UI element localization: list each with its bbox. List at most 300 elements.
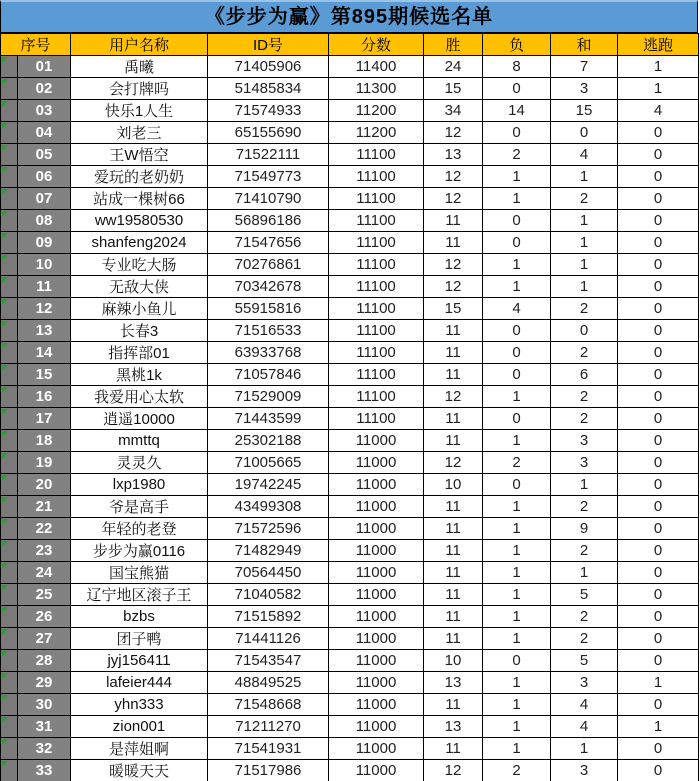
cell-draw[interactable]: 1 (551, 254, 618, 276)
cell-idx[interactable]: 06 (18, 166, 71, 188)
cell-id[interactable]: 71516533 (208, 320, 329, 342)
cell-idx[interactable]: 01 (18, 56, 71, 78)
cell-score[interactable]: 11000 (329, 540, 424, 562)
cell-score[interactable]: 11000 (329, 562, 424, 584)
cell-flee[interactable]: 0 (618, 694, 699, 716)
cell-idx[interactable]: 33 (18, 760, 71, 781)
cell-win[interactable]: 11 (424, 496, 483, 518)
cell-id[interactable]: 48849525 (208, 672, 329, 694)
cell-win[interactable]: 11 (424, 408, 483, 430)
cell-idx[interactable]: 20 (18, 474, 71, 496)
column-header-7[interactable]: 逃跑 (618, 34, 699, 56)
cell-win[interactable]: 10 (424, 474, 483, 496)
cell-score[interactable]: 11000 (329, 716, 424, 738)
cell-draw[interactable]: 3 (551, 760, 618, 781)
cell-loss[interactable]: 1 (483, 606, 551, 628)
cell-draw[interactable]: 9 (551, 518, 618, 540)
cell-draw[interactable]: 5 (551, 650, 618, 672)
row-marker-cell[interactable] (1, 584, 18, 606)
cell-flee[interactable]: 0 (618, 650, 699, 672)
cell-flee[interactable]: 0 (618, 562, 699, 584)
cell-id[interactable]: 71515892 (208, 606, 329, 628)
cell-idx[interactable]: 28 (18, 650, 71, 672)
cell-name[interactable]: 暖暖天天 (71, 760, 208, 781)
cell-id[interactable]: 71529009 (208, 386, 329, 408)
cell-name[interactable]: ww19580530 (71, 210, 208, 232)
cell-draw[interactable]: 1 (551, 562, 618, 584)
cell-flee[interactable]: 1 (618, 78, 699, 100)
cell-draw[interactable]: 2 (551, 386, 618, 408)
row-marker-cell[interactable] (1, 738, 18, 760)
row-marker-cell[interactable] (1, 606, 18, 628)
cell-id[interactable]: 71543547 (208, 650, 329, 672)
cell-win[interactable]: 11 (424, 562, 483, 584)
cell-loss[interactable]: 1 (483, 584, 551, 606)
cell-win[interactable]: 13 (424, 716, 483, 738)
row-marker-cell[interactable] (1, 496, 18, 518)
column-header-4[interactable]: 胜 (424, 34, 483, 56)
cell-score[interactable]: 11100 (329, 232, 424, 254)
cell-flee[interactable]: 0 (618, 518, 699, 540)
cell-flee[interactable]: 0 (618, 496, 699, 518)
row-marker-cell[interactable] (1, 232, 18, 254)
cell-score[interactable]: 11000 (329, 760, 424, 781)
cell-win[interactable]: 11 (424, 232, 483, 254)
cell-name[interactable]: jyj156411 (71, 650, 208, 672)
cell-flee[interactable]: 0 (618, 408, 699, 430)
cell-id[interactable]: 71057846 (208, 364, 329, 386)
cell-win[interactable]: 10 (424, 650, 483, 672)
cell-win[interactable]: 12 (424, 276, 483, 298)
cell-idx[interactable]: 08 (18, 210, 71, 232)
cell-idx[interactable]: 30 (18, 694, 71, 716)
cell-id[interactable]: 71574933 (208, 100, 329, 122)
cell-idx[interactable]: 31 (18, 716, 71, 738)
cell-loss[interactable]: 0 (483, 78, 551, 100)
row-marker-cell[interactable] (1, 56, 18, 78)
cell-win[interactable]: 11 (424, 518, 483, 540)
cell-loss[interactable]: 1 (483, 694, 551, 716)
cell-score[interactable]: 11000 (329, 628, 424, 650)
cell-loss[interactable]: 8 (483, 56, 551, 78)
cell-draw[interactable]: 2 (551, 188, 618, 210)
cell-score[interactable]: 11100 (329, 298, 424, 320)
cell-idx[interactable]: 19 (18, 452, 71, 474)
row-marker-cell[interactable] (1, 386, 18, 408)
row-marker-cell[interactable] (1, 672, 18, 694)
cell-draw[interactable]: 1 (551, 232, 618, 254)
cell-idx[interactable]: 22 (18, 518, 71, 540)
cell-idx[interactable]: 25 (18, 584, 71, 606)
cell-score[interactable]: 11000 (329, 650, 424, 672)
cell-loss[interactable]: 0 (483, 408, 551, 430)
cell-name[interactable]: 爱玩的老奶奶 (71, 166, 208, 188)
row-marker-cell[interactable] (1, 144, 18, 166)
cell-name[interactable]: 指挥部01 (71, 342, 208, 364)
cell-draw[interactable]: 1 (551, 474, 618, 496)
column-header-2[interactable]: ID号 (208, 34, 329, 56)
cell-name[interactable]: lafeier444 (71, 672, 208, 694)
cell-score[interactable]: 11100 (329, 408, 424, 430)
cell-win[interactable]: 12 (424, 166, 483, 188)
row-marker-cell[interactable] (1, 78, 18, 100)
cell-idx[interactable]: 27 (18, 628, 71, 650)
cell-loss[interactable]: 1 (483, 716, 551, 738)
cell-draw[interactable]: 2 (551, 606, 618, 628)
row-marker-cell[interactable] (1, 760, 18, 781)
cell-win[interactable]: 11 (424, 584, 483, 606)
cell-id[interactable]: 55915816 (208, 298, 329, 320)
cell-draw[interactable]: 2 (551, 342, 618, 364)
cell-id[interactable]: 51485834 (208, 78, 329, 100)
row-marker-cell[interactable] (1, 364, 18, 386)
cell-win[interactable]: 15 (424, 78, 483, 100)
row-marker-cell[interactable] (1, 452, 18, 474)
cell-flee[interactable]: 0 (618, 430, 699, 452)
cell-idx[interactable]: 09 (18, 232, 71, 254)
cell-flee[interactable]: 0 (618, 144, 699, 166)
cell-idx[interactable]: 03 (18, 100, 71, 122)
cell-score[interactable]: 11200 (329, 122, 424, 144)
cell-flee[interactable]: 1 (618, 56, 699, 78)
cell-id[interactable]: 71005665 (208, 452, 329, 474)
cell-idx[interactable]: 04 (18, 122, 71, 144)
cell-loss[interactable]: 1 (483, 518, 551, 540)
cell-idx[interactable]: 24 (18, 562, 71, 584)
cell-win[interactable]: 24 (424, 56, 483, 78)
cell-win[interactable]: 11 (424, 628, 483, 650)
cell-score[interactable]: 11300 (329, 78, 424, 100)
cell-score[interactable]: 11100 (329, 166, 424, 188)
cell-id[interactable]: 70342678 (208, 276, 329, 298)
cell-loss[interactable]: 1 (483, 672, 551, 694)
cell-id[interactable]: 71211270 (208, 716, 329, 738)
cell-loss[interactable]: 1 (483, 738, 551, 760)
cell-score[interactable]: 11000 (329, 518, 424, 540)
cell-idx[interactable]: 18 (18, 430, 71, 452)
cell-id[interactable]: 71482949 (208, 540, 329, 562)
cell-draw[interactable]: 1 (551, 276, 618, 298)
cell-loss[interactable]: 2 (483, 760, 551, 781)
cell-win[interactable]: 11 (424, 210, 483, 232)
cell-idx[interactable]: 15 (18, 364, 71, 386)
cell-draw[interactable]: 1 (551, 738, 618, 760)
cell-flee[interactable]: 0 (618, 738, 699, 760)
cell-win[interactable]: 11 (424, 320, 483, 342)
cell-flee[interactable]: 1 (618, 716, 699, 738)
column-header-0[interactable]: 序号 (1, 34, 71, 56)
cell-score[interactable]: 11100 (329, 188, 424, 210)
cell-flee[interactable]: 0 (618, 276, 699, 298)
cell-loss[interactable]: 1 (483, 562, 551, 584)
cell-score[interactable]: 11000 (329, 584, 424, 606)
column-header-6[interactable]: 和 (551, 34, 618, 56)
cell-name[interactable]: 长春3 (71, 320, 208, 342)
cell-draw[interactable]: 3 (551, 430, 618, 452)
cell-flee[interactable]: 0 (618, 628, 699, 650)
row-marker-cell[interactable] (1, 188, 18, 210)
cell-id[interactable]: 71517986 (208, 760, 329, 781)
row-marker-cell[interactable] (1, 254, 18, 276)
cell-name[interactable]: mmttq (71, 430, 208, 452)
row-marker-cell[interactable] (1, 210, 18, 232)
row-marker-cell[interactable] (1, 540, 18, 562)
cell-name[interactable]: 辽宁地区滚子王 (71, 584, 208, 606)
row-marker-cell[interactable] (1, 298, 18, 320)
cell-score[interactable]: 11100 (329, 386, 424, 408)
cell-draw[interactable]: 2 (551, 540, 618, 562)
cell-loss[interactable]: 1 (483, 628, 551, 650)
cell-id[interactable]: 71040582 (208, 584, 329, 606)
cell-score[interactable]: 11000 (329, 496, 424, 518)
cell-win[interactable]: 11 (424, 694, 483, 716)
cell-idx[interactable]: 14 (18, 342, 71, 364)
cell-id[interactable]: 71549773 (208, 166, 329, 188)
cell-loss[interactable]: 1 (483, 430, 551, 452)
cell-name[interactable]: 我爱用心太软 (71, 386, 208, 408)
cell-score[interactable]: 11400 (329, 56, 424, 78)
cell-flee[interactable]: 0 (618, 320, 699, 342)
cell-win[interactable]: 11 (424, 342, 483, 364)
cell-loss[interactable]: 1 (483, 254, 551, 276)
cell-flee[interactable]: 0 (618, 342, 699, 364)
cell-idx[interactable]: 02 (18, 78, 71, 100)
cell-name[interactable]: 年轻的老登 (71, 518, 208, 540)
cell-id[interactable]: 63933768 (208, 342, 329, 364)
cell-idx[interactable]: 23 (18, 540, 71, 562)
cell-id[interactable]: 71548668 (208, 694, 329, 716)
cell-id[interactable]: 71541931 (208, 738, 329, 760)
cell-win[interactable]: 12 (424, 122, 483, 144)
cell-name[interactable]: shanfeng2024 (71, 232, 208, 254)
cell-score[interactable]: 11000 (329, 738, 424, 760)
cell-flee[interactable]: 0 (618, 364, 699, 386)
cell-score[interactable]: 11100 (329, 342, 424, 364)
cell-score[interactable]: 11100 (329, 320, 424, 342)
column-header-1[interactable]: 用户名称 (71, 34, 208, 56)
cell-score[interactable]: 11100 (329, 144, 424, 166)
cell-id[interactable]: 71410790 (208, 188, 329, 210)
cell-win[interactable]: 13 (424, 672, 483, 694)
cell-win[interactable]: 34 (424, 100, 483, 122)
cell-loss[interactable]: 14 (483, 100, 551, 122)
cell-loss[interactable]: 0 (483, 320, 551, 342)
cell-id[interactable]: 71522111 (208, 144, 329, 166)
row-marker-cell[interactable] (1, 122, 18, 144)
cell-id[interactable]: 19742245 (208, 474, 329, 496)
cell-draw[interactable]: 3 (551, 452, 618, 474)
cell-name[interactable]: zion001 (71, 716, 208, 738)
cell-score[interactable]: 11100 (329, 210, 424, 232)
cell-name[interactable]: lxp1980 (71, 474, 208, 496)
cell-name[interactable]: 麻辣小鱼儿 (71, 298, 208, 320)
cell-loss[interactable]: 1 (483, 166, 551, 188)
cell-id[interactable]: 71405906 (208, 56, 329, 78)
cell-name[interactable]: 禹曦 (71, 56, 208, 78)
cell-id[interactable]: 56896186 (208, 210, 329, 232)
row-marker-cell[interactable] (1, 430, 18, 452)
cell-id[interactable]: 71443599 (208, 408, 329, 430)
cell-idx[interactable]: 32 (18, 738, 71, 760)
row-marker-cell[interactable] (1, 276, 18, 298)
cell-flee[interactable]: 0 (618, 166, 699, 188)
cell-flee[interactable]: 0 (618, 232, 699, 254)
cell-name[interactable]: 灵灵久 (71, 452, 208, 474)
row-marker-cell[interactable] (1, 408, 18, 430)
cell-name[interactable]: 步步为赢0116 (71, 540, 208, 562)
cell-idx[interactable]: 16 (18, 386, 71, 408)
cell-flee[interactable]: 0 (618, 210, 699, 232)
cell-score[interactable]: 11100 (329, 364, 424, 386)
row-marker-cell[interactable] (1, 474, 18, 496)
cell-name[interactable]: bzbs (71, 606, 208, 628)
cell-id[interactable]: 71572596 (208, 518, 329, 540)
cell-flee[interactable]: 0 (618, 474, 699, 496)
cell-id[interactable]: 25302188 (208, 430, 329, 452)
cell-name[interactable]: 会打牌吗 (71, 78, 208, 100)
cell-name[interactable]: 黑桃1k (71, 364, 208, 386)
cell-name[interactable]: 王W悟空 (71, 144, 208, 166)
cell-name[interactable]: 站成一棵树66 (71, 188, 208, 210)
cell-idx[interactable]: 29 (18, 672, 71, 694)
cell-flee[interactable]: 0 (618, 122, 699, 144)
cell-win[interactable]: 12 (424, 188, 483, 210)
cell-idx[interactable]: 26 (18, 606, 71, 628)
cell-draw[interactable]: 7 (551, 56, 618, 78)
cell-win[interactable]: 11 (424, 364, 483, 386)
cell-flee[interactable]: 0 (618, 584, 699, 606)
cell-win[interactable]: 11 (424, 738, 483, 760)
cell-loss[interactable]: 1 (483, 496, 551, 518)
cell-loss[interactable]: 1 (483, 276, 551, 298)
cell-draw[interactable]: 2 (551, 496, 618, 518)
cell-loss[interactable]: 4 (483, 298, 551, 320)
cell-score[interactable]: 11000 (329, 452, 424, 474)
cell-score[interactable]: 11000 (329, 672, 424, 694)
cell-idx[interactable]: 13 (18, 320, 71, 342)
column-header-3[interactable]: 分数 (329, 34, 424, 56)
cell-name[interactable]: 专业吃大肠 (71, 254, 208, 276)
row-marker-cell[interactable] (1, 100, 18, 122)
cell-name[interactable]: 逍遥10000 (71, 408, 208, 430)
cell-loss[interactable]: 0 (483, 342, 551, 364)
cell-idx[interactable]: 21 (18, 496, 71, 518)
cell-loss[interactable]: 1 (483, 188, 551, 210)
cell-flee[interactable]: 1 (618, 672, 699, 694)
cell-score[interactable]: 11000 (329, 474, 424, 496)
cell-flee[interactable]: 4 (618, 100, 699, 122)
row-marker-cell[interactable] (1, 342, 18, 364)
cell-draw[interactable]: 5 (551, 584, 618, 606)
cell-loss[interactable]: 0 (483, 474, 551, 496)
cell-draw[interactable]: 2 (551, 628, 618, 650)
cell-loss[interactable]: 0 (483, 232, 551, 254)
cell-draw[interactable]: 0 (551, 320, 618, 342)
cell-flee[interactable]: 0 (618, 540, 699, 562)
cell-draw[interactable]: 1 (551, 210, 618, 232)
cell-idx[interactable]: 07 (18, 188, 71, 210)
cell-draw[interactable]: 2 (551, 298, 618, 320)
cell-loss[interactable]: 1 (483, 386, 551, 408)
cell-name[interactable]: yhn333 (71, 694, 208, 716)
cell-idx[interactable]: 11 (18, 276, 71, 298)
cell-loss[interactable]: 1 (483, 540, 551, 562)
cell-win[interactable]: 12 (424, 760, 483, 781)
cell-loss[interactable]: 2 (483, 144, 551, 166)
cell-flee[interactable]: 0 (618, 298, 699, 320)
cell-idx[interactable]: 05 (18, 144, 71, 166)
row-marker-cell[interactable] (1, 694, 18, 716)
cell-id[interactable]: 43499308 (208, 496, 329, 518)
row-marker-cell[interactable] (1, 320, 18, 342)
cell-score[interactable]: 11000 (329, 430, 424, 452)
cell-draw[interactable]: 2 (551, 408, 618, 430)
row-marker-cell[interactable] (1, 716, 18, 738)
cell-loss[interactable]: 0 (483, 364, 551, 386)
cell-win[interactable]: 13 (424, 144, 483, 166)
cell-score[interactable]: 11100 (329, 254, 424, 276)
cell-loss[interactable]: 0 (483, 650, 551, 672)
cell-draw[interactable]: 15 (551, 100, 618, 122)
cell-flee[interactable]: 0 (618, 452, 699, 474)
cell-score[interactable]: 11000 (329, 694, 424, 716)
cell-draw[interactable]: 4 (551, 716, 618, 738)
cell-draw[interactable]: 0 (551, 122, 618, 144)
cell-score[interactable]: 11000 (329, 606, 424, 628)
cell-flee[interactable]: 0 (618, 760, 699, 781)
cell-flee[interactable]: 0 (618, 606, 699, 628)
cell-id[interactable]: 71441126 (208, 628, 329, 650)
cell-win[interactable]: 11 (424, 540, 483, 562)
cell-win[interactable]: 12 (424, 254, 483, 276)
row-marker-cell[interactable] (1, 650, 18, 672)
cell-id[interactable]: 70564450 (208, 562, 329, 584)
column-header-5[interactable]: 负 (483, 34, 551, 56)
cell-draw[interactable]: 6 (551, 364, 618, 386)
cell-name[interactable]: 爷是高手 (71, 496, 208, 518)
cell-name[interactable]: 团子鸭 (71, 628, 208, 650)
cell-id[interactable]: 65155690 (208, 122, 329, 144)
cell-id[interactable]: 71547656 (208, 232, 329, 254)
cell-name[interactable]: 刘老三 (71, 122, 208, 144)
cell-draw[interactable]: 4 (551, 694, 618, 716)
cell-win[interactable]: 11 (424, 606, 483, 628)
cell-win[interactable]: 12 (424, 386, 483, 408)
cell-id[interactable]: 70276861 (208, 254, 329, 276)
cell-flee[interactable]: 0 (618, 188, 699, 210)
cell-score[interactable]: 11200 (329, 100, 424, 122)
cell-draw[interactable]: 3 (551, 78, 618, 100)
cell-flee[interactable]: 0 (618, 386, 699, 408)
cell-draw[interactable]: 1 (551, 166, 618, 188)
cell-idx[interactable]: 12 (18, 298, 71, 320)
cell-flee[interactable]: 0 (618, 254, 699, 276)
cell-idx[interactable]: 10 (18, 254, 71, 276)
cell-draw[interactable]: 3 (551, 672, 618, 694)
row-marker-cell[interactable] (1, 628, 18, 650)
row-marker-cell[interactable] (1, 518, 18, 540)
cell-idx[interactable]: 17 (18, 408, 71, 430)
cell-win[interactable]: 11 (424, 430, 483, 452)
row-marker-cell[interactable] (1, 166, 18, 188)
cell-draw[interactable]: 4 (551, 144, 618, 166)
cell-loss[interactable]: 0 (483, 122, 551, 144)
cell-loss[interactable]: 0 (483, 210, 551, 232)
cell-name[interactable]: 国宝熊猫 (71, 562, 208, 584)
row-marker-cell[interactable] (1, 562, 18, 584)
cell-name[interactable]: 无敌大侠 (71, 276, 208, 298)
cell-win[interactable]: 15 (424, 298, 483, 320)
